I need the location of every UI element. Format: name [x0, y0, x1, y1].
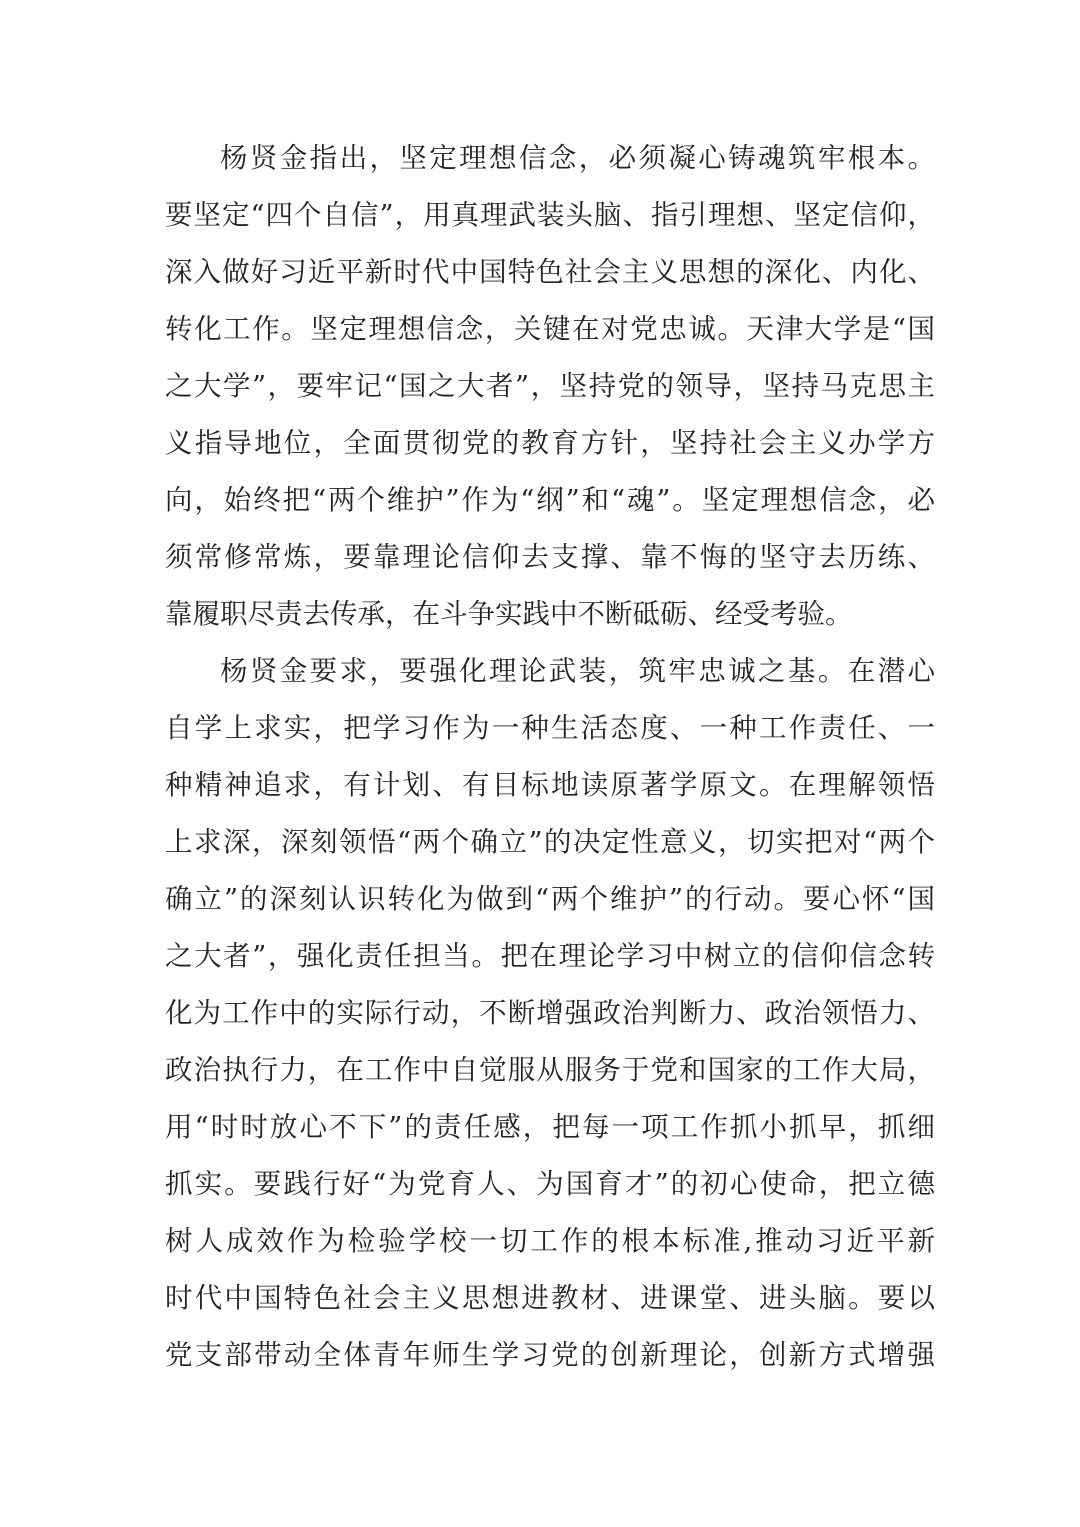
paragraph-1-line-4: 转化工作。坚定理想信念，关键在对党忠诚。天津大学是“国	[165, 313, 935, 345]
paragraph-1-line-9: 靠履职尽责去传承，在斗争实践中不断砥砺、经受考验。	[165, 598, 853, 630]
paragraph-1-line-2: 要坚定“四个自信”，用真理武装头脑、指引理想、坚定信仰，	[165, 199, 935, 231]
paragraph-2-line-13: 党支部带动全体青年师生学习党的创新理论，创新方式增强	[165, 1339, 935, 1371]
paragraph-2-line-6: 之大者”，强化责任担当。把在理论学习中树立的信仰信念转	[165, 940, 935, 972]
paragraph-2-line-12: 时代中国特色社会主义思想进教材、进课堂、进头脑。要以	[165, 1282, 935, 1314]
paragraph-2-line-1: 杨贤金要求，要强化理论武装，筑牢忠诚之基。在潜心	[220, 655, 935, 687]
paragraph-2-line-9: 用“时时放心不下”的责任感，把每一项工作抓小抓早，抓细	[165, 1111, 935, 1143]
paragraph-2-line-5: 确立”的深刻认识转化为做到“两个维护”的行动。要心怀“国	[165, 883, 935, 915]
paragraph-2-line-8: 政治执行力，在工作中自觉服从服务于党和国家的工作大局，	[165, 1054, 935, 1086]
paragraph-1-line-8: 须常修常炼，要靠理论信仰去支撑、靠不悔的坚守去历练、	[165, 541, 935, 573]
paragraph-1-line-5: 之大学”，要牢记“国之大者”，坚持党的领导，坚持马克思主	[165, 370, 935, 402]
paragraph-1-line-3: 深入做好习近平新时代中国特色社会主义思想的深化、内化、	[165, 256, 935, 288]
paragraph-1-line-7: 向，始终把“两个维护”作为“纲”和“魂”。坚定理想信念，必	[165, 484, 935, 516]
paragraph-1-line-6: 义指导地位，全面贯彻党的教育方针，坚持社会主义办学方	[165, 427, 935, 459]
paragraph-2-line-4: 上求深，深刻领悟“两个确立”的决定性意义，切实把对“两个	[165, 826, 935, 858]
paragraph-2-line-2: 自学上求实，把学习作为一种生活态度、一种工作责任、一	[165, 712, 935, 744]
paragraph-1-line-1: 杨贤金指出，坚定理想信念，必须凝心铸魂筑牢根本。	[220, 142, 935, 174]
paragraph-2-line-11: 树人成效作为检验学校一切工作的根本标准,推动习近平新	[165, 1225, 935, 1257]
paragraph-2-line-10: 抓实。要践行好“为党育人、为国育才”的初心使命，把立德	[165, 1168, 935, 1200]
paragraph-2-line-3: 种精神追求，有计划、有目标地读原著学原文。在理解领悟	[165, 769, 935, 801]
paragraph-2-line-7: 化为工作中的实际行动，不断增强政治判断力、政治领悟力、	[165, 997, 935, 1029]
